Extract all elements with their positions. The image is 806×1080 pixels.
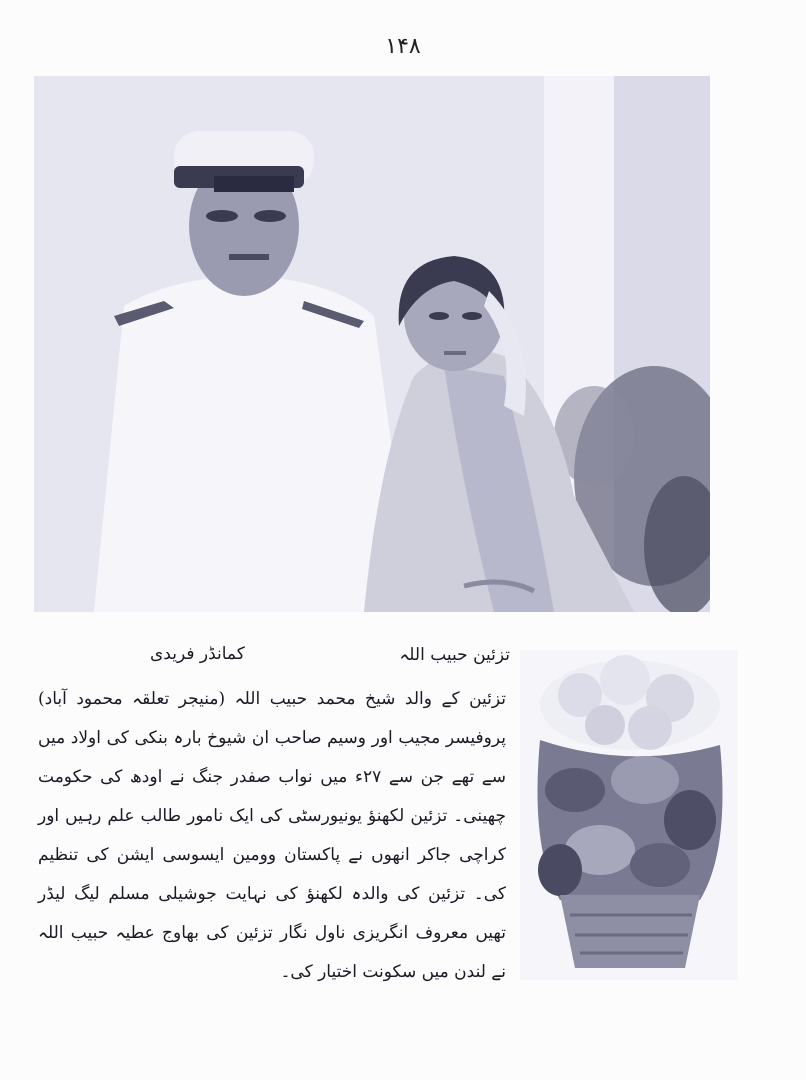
caption-right: تزئین حبیب اللہ (399, 645, 510, 665)
page-number: ۱۴۸ (385, 34, 421, 59)
photo-captions (150, 644, 510, 665)
couple-photograph (34, 76, 710, 612)
body-text-block (38, 680, 506, 992)
flower-basket-photograph (520, 650, 738, 980)
caption-left: کمانڈر فریدی (150, 644, 245, 664)
body-paragraph: تزئین کے والد شیخ محمد حبیب اللہ (منیجر تعلقہ محمود آباد) پروفیسر مجیب اور وسیم صاحب ان شیوخ بارہ بنکی کی اولاد میں سے تھے جن سے ۲۷ء میں نواب صفدر جنگ نے اودھ کی حکومت چھینی۔ تزئین لکھنؤ یونیورسٹی کی ایک نامور طالب علم رہیں اور کراچی جاکر انھوں نے پاکستان وومین ایسوسی ایشن کی تنظیم کی۔ تزئین کی والدہ لکھنؤ کی نہایت جوشیلی مسلم لیگ لیڈر تھیں معروف انگریزی ناول نگار تزئین کی بھاوج عطیہ حبیب اللہ نے لندن میں سکونت اختیار کی۔ (38, 689, 506, 982)
